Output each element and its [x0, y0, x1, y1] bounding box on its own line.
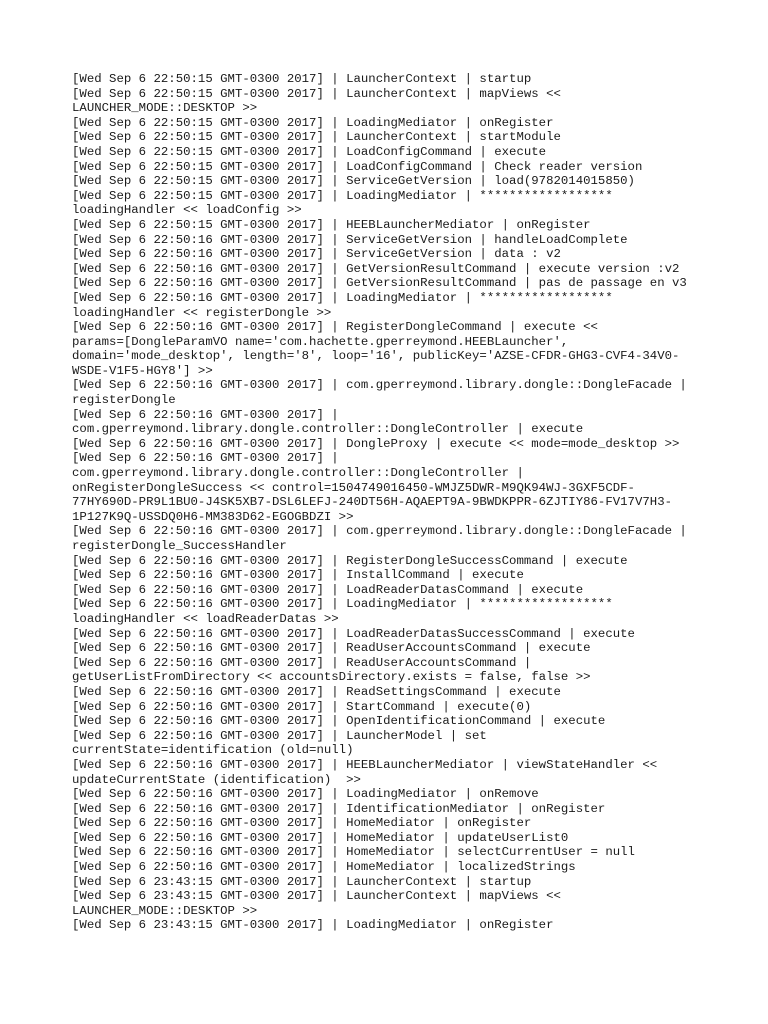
log-line: [Wed Sep 6 22:50:16 GMT-0300 2017] | RegisterDongleCommand | execute <<	[72, 320, 598, 335]
log-line: [Wed Sep 6 22:50:15 GMT-0300 2017] | LoadingMediator | ******************	[72, 188, 613, 203]
log-line: [Wed Sep 6 22:50:16 GMT-0300 2017] | InstallCommand | execute	[72, 568, 524, 583]
log-line: [Wed Sep 6 22:50:16 GMT-0300 2017] | HomeMediator | selectCurrentUser = null	[72, 845, 635, 860]
log-line: [Wed Sep 6 22:50:15 GMT-0300 2017] | LoadingMediator | onRegister	[72, 115, 554, 130]
log-line: com.gperreymond.library.dongle.controller::DongleController | execute	[72, 422, 584, 437]
log-line: [Wed Sep 6 22:50:16 GMT-0300 2017] | GetVersionResultCommand | pas de passage en v3	[72, 276, 687, 291]
log-line: loadingHandler << loadReaderDatas >>	[72, 611, 339, 626]
log-line: 1P127K9Q-USSDQ0H6-MM383D62-EGOGBDZI >>	[72, 509, 354, 524]
log-line: [Wed Sep 6 23:43:15 GMT-0300 2017] | LauncherContext | mapViews <<	[72, 889, 561, 904]
log-line: [Wed Sep 6 22:50:16 GMT-0300 2017] | LoadReaderDatasCommand | execute	[72, 582, 584, 597]
log-line: loadingHandler << registerDongle >>	[72, 305, 332, 320]
log-line: [Wed Sep 6 22:50:16 GMT-0300 2017] | LoadingMediator | ******************	[72, 597, 613, 612]
log-line: [Wed Sep 6 22:50:16 GMT-0300 2017] | LauncherModel | set	[72, 728, 487, 743]
log-line: [Wed Sep 6 22:50:16 GMT-0300 2017] | GetVersionResultCommand | execute version :v2	[72, 261, 680, 276]
log-line: LAUNCHER_MODE::DESKTOP >>	[72, 903, 258, 918]
log-line: [Wed Sep 6 22:50:15 GMT-0300 2017] | ServiceGetVersion | load(9782014015850)	[72, 174, 635, 189]
log-line: com.gperreymond.library.dongle.controller::DongleController |	[72, 466, 524, 481]
log-line: loadingHandler << loadConfig >>	[72, 203, 302, 218]
log-line: [Wed Sep 6 22:50:15 GMT-0300 2017] | LoadConfigCommand | Check reader version	[72, 159, 643, 174]
log-line: [Wed Sep 6 22:50:16 GMT-0300 2017] | ReadSettingsCommand | execute	[72, 684, 561, 699]
log-line: [Wed Sep 6 22:50:16 GMT-0300 2017] | LoadingMediator | onRemove	[72, 787, 539, 802]
log-line: currentState=identification (old=null)	[72, 743, 354, 758]
log-line: [Wed Sep 6 23:43:15 GMT-0300 2017] | LoadingMediator | onRegister	[72, 918, 554, 933]
log-line: [Wed Sep 6 22:50:16 GMT-0300 2017] | LoadReaderDatasSuccessCommand | execute	[72, 626, 635, 641]
log-line: [Wed Sep 6 22:50:16 GMT-0300 2017] | RegisterDongleSuccessCommand | execute	[72, 553, 628, 568]
log-line: [Wed Sep 6 22:50:15 GMT-0300 2017] | LauncherContext | mapViews <<	[72, 86, 561, 101]
log-line: domain='mode_desktop', length='8', loop='16', publicKey='AZSE-CFDR-GHG3-CVF4-34V0-	[72, 349, 680, 364]
log-line: LAUNCHER_MODE::DESKTOP >>	[72, 101, 258, 116]
log-line: WSDE-V1F5-HGY8'] >>	[72, 363, 213, 378]
log-line: [Wed Sep 6 22:50:16 GMT-0300 2017] | HEEBLauncherMediator | viewStateHandler <<	[72, 757, 658, 772]
log-document	[72, 72, 712, 933]
log-line: [Wed Sep 6 23:43:15 GMT-0300 2017] | LauncherContext | startup	[72, 874, 532, 889]
log-line: [Wed Sep 6 22:50:16 GMT-0300 2017] | com.gperreymond.library.dongle::DongleFacade |	[72, 378, 687, 393]
log-line: 77HY690D-PR9L1BU0-J4SK5XB7-DSL6LEFJ-240DT56H-AQAEPT9A-9BWDKPPR-6ZJTIY86-FV17V7H3-	[72, 495, 673, 510]
log-line: [Wed Sep 6 22:50:16 GMT-0300 2017] | ReadUserAccountsCommand |	[72, 655, 532, 670]
log-line: [Wed Sep 6 22:50:16 GMT-0300 2017] | HomeMediator | onRegister	[72, 816, 532, 831]
log-line: registerDongle	[72, 393, 176, 408]
log-line: params=[DongleParamVO name='com.hachette.gperreymond.HEEBLauncher',	[72, 334, 569, 349]
log-line: [Wed Sep 6 22:50:16 GMT-0300 2017] | HomeMediator | updateUserList0	[72, 830, 569, 845]
log-line: [Wed Sep 6 22:50:15 GMT-0300 2017] | LauncherContext | startup	[72, 72, 532, 86]
log-line: [Wed Sep 6 22:50:16 GMT-0300 2017] |	[72, 451, 339, 466]
log-line: [Wed Sep 6 22:50:16 GMT-0300 2017] | ServiceGetVersion | handleLoadComplete	[72, 232, 628, 247]
log-line: [Wed Sep 6 22:50:16 GMT-0300 2017] | ServiceGetVersion | data : v2	[72, 247, 561, 262]
log-line: getUserListFromDirectory << accountsDirectory.exists = false, false >>	[72, 670, 591, 685]
log-line: onRegisterDongleSuccess << control=1504749016450-WMJZ5DWR-M9QK94WJ-3GXF5CDF-	[72, 480, 635, 495]
log-line: [Wed Sep 6 22:50:16 GMT-0300 2017] | ReadUserAccountsCommand | execute	[72, 641, 591, 656]
log-line: registerDongle_SuccessHandler	[72, 539, 287, 553]
log-line: [Wed Sep 6 22:50:15 GMT-0300 2017] | LauncherContext | startModule	[72, 130, 561, 145]
log-line: [Wed Sep 6 22:50:16 GMT-0300 2017] | DongleProxy | execute << mode=mode_desktop >>	[72, 436, 680, 451]
log-line: [Wed Sep 6 22:50:16 GMT-0300 2017] |	[72, 407, 339, 422]
log-line: [Wed Sep 6 22:50:15 GMT-0300 2017] | HEEBLauncherMediator | onRegister	[72, 217, 591, 232]
log-line: [Wed Sep 6 22:50:16 GMT-0300 2017] | HomeMediator | localizedStrings	[72, 860, 576, 875]
log-line: [Wed Sep 6 22:50:16 GMT-0300 2017] | IdentificationMediator | onRegister	[72, 801, 606, 816]
log-line: [Wed Sep 6 22:50:15 GMT-0300 2017] | LoadConfigCommand | execute	[72, 144, 547, 159]
log-line: [Wed Sep 6 22:50:16 GMT-0300 2017] | com.gperreymond.library.dongle::DongleFacade |	[72, 524, 687, 539]
log-line: [Wed Sep 6 22:50:16 GMT-0300 2017] | LoadingMediator | ******************	[72, 290, 613, 305]
log-line: [Wed Sep 6 22:50:16 GMT-0300 2017] | OpenIdentificationCommand | execute	[72, 714, 606, 729]
log-line: [Wed Sep 6 22:50:16 GMT-0300 2017] | StartCommand | execute(0)	[72, 699, 532, 714]
log-line: updateCurrentState (identification) >>	[72, 772, 361, 787]
